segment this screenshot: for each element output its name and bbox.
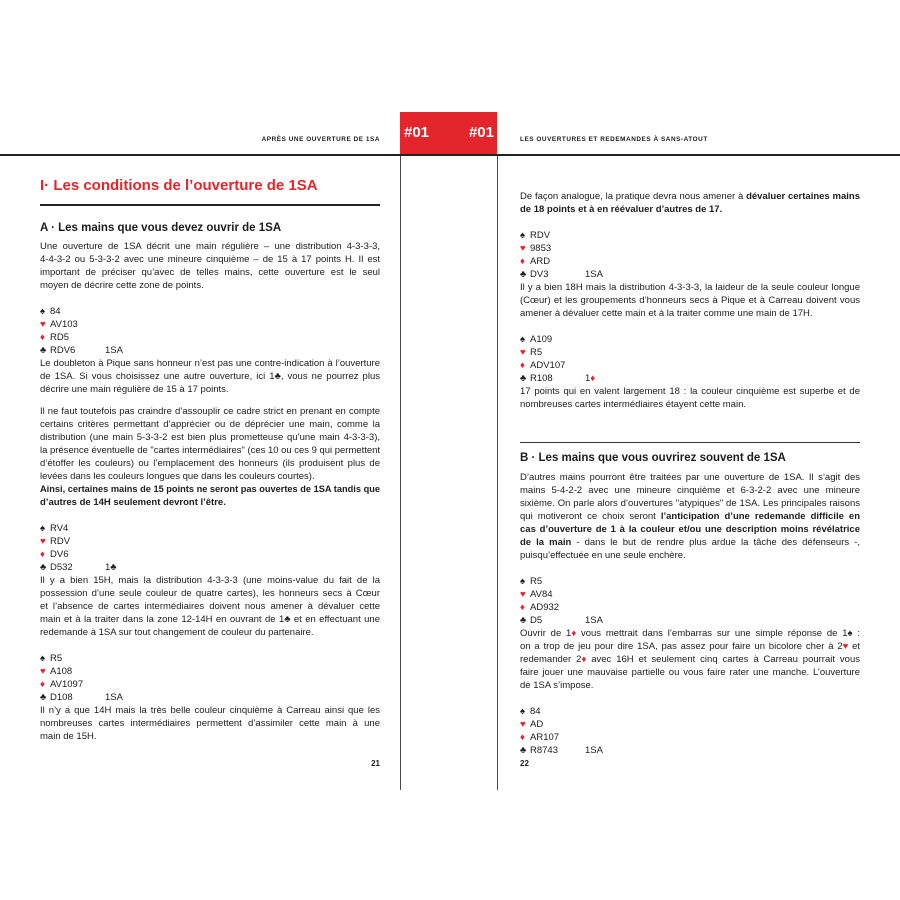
bold-text-run: d’autres de 14H seulement devront l’être. bbox=[40, 497, 226, 508]
opening-bid: 1SA bbox=[585, 615, 603, 626]
clubs-holding: D532 bbox=[50, 562, 73, 573]
hearts-holding: RDV bbox=[50, 536, 71, 547]
opening-bid: 1SA bbox=[585, 269, 603, 280]
hearts-suit-icon: ♥ bbox=[520, 243, 526, 254]
right-running-head: LES OUVERTURES ET REDEMANDES À SANS-ATOUT bbox=[520, 136, 708, 143]
text-line: de 1SA s’impose. bbox=[520, 680, 594, 691]
hand-row-diamonds bbox=[40, 548, 380, 561]
clubs-holding: D5 bbox=[530, 615, 543, 626]
hand-row-hearts bbox=[40, 665, 380, 678]
hand-row-spades bbox=[520, 333, 860, 346]
paragraph bbox=[40, 704, 380, 743]
hand-row-diamonds bbox=[520, 731, 860, 744]
clubs-suit-icon: ♣ bbox=[520, 745, 527, 756]
hand-row-hearts bbox=[40, 535, 380, 548]
hand-row-spades bbox=[40, 652, 380, 665]
red-suit-icon: ♥ bbox=[842, 641, 849, 652]
bridge-hand bbox=[40, 305, 380, 357]
text-line: important de préciser qu’avec de telles mains, cette ouverture est le seul bbox=[40, 267, 380, 278]
text-line: levées dans les couleurs longues que dans les couleurs courtes). bbox=[40, 471, 315, 482]
red-suit-icon: ♦ bbox=[581, 654, 587, 665]
spades-holding: RDV bbox=[530, 230, 551, 241]
paragraph bbox=[40, 405, 380, 509]
text-line: puisqu’effectuée en une seule enchère. bbox=[520, 550, 686, 561]
opening-bid: 1SA bbox=[105, 692, 123, 703]
diamonds-suit-icon: ♦ bbox=[520, 256, 525, 267]
spades-holding: R5 bbox=[530, 576, 543, 587]
bridge-hand bbox=[40, 522, 380, 574]
spades-holding: 84 bbox=[50, 306, 61, 317]
text-line: distribution (une main 5-3-3-2 est bien plus prometteuse qu’une main 4-3-3-3), bbox=[40, 432, 380, 443]
diamonds-holding: AD932 bbox=[530, 602, 560, 613]
hearts-holding: AV103 bbox=[50, 319, 78, 330]
paragraph bbox=[520, 281, 860, 320]
text-line: D’autres mains pourront être traitées par une ouverture de 1SA. Il s’agit des bbox=[520, 472, 860, 483]
spades-suit-icon: ♠ bbox=[40, 653, 46, 664]
text-line: main et à la traiter dans la zone 12-14H en ouvrant de 1♣ et en effectuant une bbox=[40, 614, 380, 625]
hand-row-hearts bbox=[520, 588, 860, 601]
hand-row-spades bbox=[520, 229, 860, 242]
opening-bid: 1♦ bbox=[585, 373, 596, 384]
hearts-holding: 9853 bbox=[530, 243, 552, 254]
clubs-suit-icon: ♣ bbox=[40, 345, 47, 356]
header-rule bbox=[0, 154, 900, 156]
gutter-line-left bbox=[400, 156, 401, 790]
text-line: et l’absence de cartes intermédiaires doivent nous amener à dévaluer cette bbox=[40, 601, 380, 612]
paragraph bbox=[520, 471, 860, 562]
paragraph bbox=[520, 190, 860, 216]
text-line bbox=[520, 190, 860, 203]
hand-row-spades bbox=[40, 522, 380, 535]
text-line: Il y a bien 18H mais la distribution 4-3-3-3, la laideur de la seule couleur longue bbox=[520, 282, 860, 293]
hearts-holding: A108 bbox=[50, 666, 73, 677]
text-line: Il y a bien 15H, mais la distribution 4-3-3-3 (une moins-value du fait de la bbox=[40, 575, 380, 586]
bridge-hand bbox=[40, 652, 380, 704]
clubs-suit-icon: ♣ bbox=[40, 562, 47, 573]
left-page-body bbox=[40, 240, 380, 743]
spades-suit-icon: ♠ bbox=[520, 230, 526, 241]
text-line bbox=[520, 523, 860, 536]
text-line bbox=[520, 536, 860, 549]
hand-row-diamonds bbox=[40, 678, 380, 691]
chapter-tab-right: #01 bbox=[468, 124, 494, 141]
clubs-suit-icon: ♣ bbox=[40, 692, 47, 703]
text-run: De façon analogue, la pratique devra nous amener à bbox=[520, 191, 747, 202]
bold-text-run: Ainsi, certaines mains de 15 points ne seront pas ouvertes de 1SA tandis que bbox=[40, 484, 380, 495]
right-page-body bbox=[520, 471, 860, 757]
clubs-holding: R108 bbox=[530, 373, 553, 384]
diamonds-holding: AV1097 bbox=[50, 679, 84, 690]
spades-suit-icon: ♠ bbox=[40, 523, 46, 534]
diamonds-holding: RD5 bbox=[50, 332, 70, 343]
diamonds-holding: ARD bbox=[530, 256, 551, 267]
hearts-holding: R5 bbox=[530, 347, 543, 358]
text-line bbox=[40, 483, 380, 496]
diamonds-holding: ADV107 bbox=[530, 360, 566, 371]
hand-row-clubs bbox=[520, 372, 860, 385]
spades-holding: A109 bbox=[530, 334, 553, 345]
text-line: la présence éventuelle de "cartes intermédiaires" (ces 10 ou ces 9 qui permettent bbox=[40, 445, 380, 456]
text-line: Il n’y a que 14H mais la très belle couleur cinquième à Carreau ainsi que les bbox=[40, 705, 380, 716]
text-line: certains critères permettant d’apprécier ou de déprécier une main, comme la bbox=[40, 419, 380, 430]
text-line bbox=[520, 510, 860, 523]
chapter-title: I· Les conditions de l’ouverture de 1SA bbox=[40, 177, 318, 194]
clubs-holding: RDV6 bbox=[50, 345, 76, 356]
spades-suit-icon: ♠ bbox=[520, 576, 526, 587]
hearts-suit-icon: ♥ bbox=[520, 589, 526, 600]
bold-text-run: dévaluer certaines mains bbox=[746, 191, 860, 202]
spades-holding: 84 bbox=[530, 706, 541, 717]
hand-row-spades bbox=[520, 705, 860, 718]
bridge-hand bbox=[520, 705, 860, 757]
hearts-holding: AV84 bbox=[530, 589, 553, 600]
hand-row-diamonds bbox=[40, 331, 380, 344]
text-line: amener à dévaluer cette main et à la traiter comme une main de 17H. bbox=[520, 308, 813, 319]
text-line: (Cœur) et les groupements d’honneurs secs à Pique et à Carreau doivent vous bbox=[520, 295, 860, 306]
text-line bbox=[520, 203, 860, 216]
paragraph bbox=[40, 357, 380, 396]
text-line: nombreuses cartes intermédiaires étayent cette main. bbox=[520, 399, 746, 410]
paragraph bbox=[40, 240, 380, 292]
bridge-hand bbox=[520, 575, 860, 627]
bold-text-run: de 18 points et à en réévaluer d’autres de 17. bbox=[520, 204, 723, 215]
paragraph bbox=[520, 627, 860, 692]
hearts-suit-icon: ♥ bbox=[40, 536, 46, 547]
clubs-holding: R8743 bbox=[530, 745, 558, 756]
gutter-line-right bbox=[497, 156, 498, 790]
spades-suit-icon: ♠ bbox=[520, 706, 526, 717]
right-page-intro bbox=[520, 190, 860, 411]
hand-row-diamonds bbox=[520, 601, 860, 614]
opening-bid: 1♣ bbox=[105, 562, 117, 573]
hearts-holding: AD bbox=[530, 719, 544, 730]
section-a-heading: A · Les mains que vous devez ouvrir de 1SA bbox=[40, 204, 380, 235]
diamonds-holding: DV6 bbox=[50, 549, 69, 560]
clubs-suit-icon: ♣ bbox=[520, 269, 527, 280]
diamonds-suit-icon: ♦ bbox=[40, 679, 45, 690]
paragraph bbox=[40, 574, 380, 639]
hand-row-clubs bbox=[520, 614, 860, 627]
clubs-holding: D108 bbox=[50, 692, 73, 703]
text-line: Ouvrir de 1♦ vous mettrait dans l’embarras sur une simple réponse de 1♠ : bbox=[520, 628, 860, 639]
bold-text-run: de la main bbox=[520, 537, 572, 548]
paragraph bbox=[520, 385, 860, 411]
hand-row-clubs bbox=[40, 691, 380, 704]
text-line: de 1SA. Si vous choisissez une autre ouverture, ici 1♣, vous ne pourrez plus bbox=[40, 371, 380, 382]
hand-row-clubs bbox=[520, 268, 860, 281]
clubs-suit-icon: ♣ bbox=[520, 373, 527, 384]
page-number-left: 21 bbox=[371, 759, 380, 768]
text-line: redemander 2♦ avec 16H et seulement cinq cartes à Carreau pourrait vous bbox=[520, 654, 860, 665]
text-run: - dans le but de rendre plus ardue la tâche des défenseurs -, bbox=[571, 537, 860, 548]
text-line: sixième. On parle alors d’ouvertures "atypiques" de 1SA. Les principales raisons bbox=[520, 498, 860, 509]
spades-holding: RV4 bbox=[50, 523, 69, 534]
hand-row-clubs bbox=[40, 344, 380, 357]
chapter-tab-left: #01 bbox=[404, 124, 430, 141]
section-b-heading: B · Les mains que vous ouvrirez souvent de 1SA bbox=[520, 442, 860, 465]
clubs-suit-icon: ♣ bbox=[520, 615, 527, 626]
text-line: 4-4-3-2 ou 5-3-3-2 avec une mineure cinquième – de 15 à 17 points H. Il est bbox=[40, 254, 380, 265]
text-line: main de 15H. bbox=[40, 731, 97, 742]
bridge-hand bbox=[520, 229, 860, 281]
text-line: nombreuses cartes intermédiaires permettent d’assimiler cette main à une bbox=[40, 718, 380, 729]
hand-row-spades bbox=[520, 575, 860, 588]
diamonds-suit-icon: ♦ bbox=[40, 332, 45, 343]
text-line: mains 5-4-2-2 avec une mineure cinquième et 6-3-2-2 avec une mineure bbox=[520, 485, 860, 496]
hand-row-hearts bbox=[520, 346, 860, 359]
opening-bid: 1SA bbox=[585, 745, 603, 756]
text-line: 17 points qui en valent largement 18 : la couleur cinquième est superbe et de bbox=[520, 386, 860, 397]
text-line: d’étoffer les couleurs) ou l’emplacement des honneurs (ils produisent plus de bbox=[40, 458, 380, 469]
clubs-holding: DV3 bbox=[530, 269, 549, 280]
text-line: redemande à 1SA sur tout changement de couleur du partenaire. bbox=[40, 627, 314, 638]
chapter-tab bbox=[400, 112, 497, 155]
bold-text-run: cas d’ouverture de 1 à la couleur et/ou une description moins révélatrice bbox=[520, 524, 860, 535]
opening-bid: 1SA bbox=[105, 345, 123, 356]
hearts-suit-icon: ♥ bbox=[520, 347, 526, 358]
text-line: décrire une main régulière de 15 à 17 points. bbox=[40, 384, 229, 395]
bold-text-run: l’anticipation d’une redemande difficile en bbox=[660, 511, 860, 522]
page-number-right: 22 bbox=[520, 759, 529, 768]
spades-suit-icon: ♠ bbox=[40, 306, 46, 317]
left-running-head: APRÈS UNE OUVERTURE DE 1SA bbox=[261, 136, 380, 143]
text-line: on a trop de jeu pour dire 1SA, pas assez pour faire un bicolore cher à 2♥ et bbox=[520, 641, 860, 652]
diamonds-suit-icon: ♦ bbox=[520, 602, 525, 613]
hand-row-hearts bbox=[520, 242, 860, 255]
red-suit-icon: ♦ bbox=[571, 628, 577, 639]
diamonds-suit-icon: ♦ bbox=[520, 360, 525, 371]
hearts-suit-icon: ♥ bbox=[40, 666, 46, 677]
text-line: faire jouer une mauvaise partielle ou vous faire rater une manche. L’ouverture bbox=[520, 667, 860, 678]
hand-row-hearts bbox=[40, 318, 380, 331]
hearts-suit-icon: ♥ bbox=[40, 319, 46, 330]
spades-holding: R5 bbox=[50, 653, 63, 664]
hand-row-diamonds bbox=[520, 359, 860, 372]
text-run: qui motiveront ce choix seront bbox=[520, 511, 661, 522]
text-line: possession d’une seule couleur de quatre cartes), les honneurs secs à Cœur bbox=[40, 588, 380, 599]
red-suit-icon: ♦ bbox=[590, 373, 596, 384]
hand-row-clubs bbox=[520, 744, 860, 757]
diamonds-holding: AR107 bbox=[530, 732, 560, 743]
diamonds-suit-icon: ♦ bbox=[40, 549, 45, 560]
hearts-suit-icon: ♥ bbox=[520, 719, 526, 730]
spades-suit-icon: ♠ bbox=[520, 334, 526, 345]
text-line: Une ouverture de 1SA décrit une main régulière – une distribution 4-3-3-3, bbox=[40, 241, 380, 252]
diamonds-suit-icon: ♦ bbox=[520, 732, 525, 743]
text-line: Il ne faut toutefois pas craindre d’assouplir ce cadre strict en prenant en compte bbox=[40, 406, 380, 417]
bridge-hand bbox=[520, 333, 860, 385]
hand-row-diamonds bbox=[520, 255, 860, 268]
hand-row-hearts bbox=[520, 718, 860, 731]
text-line: Le doubleton à Pique sans honneur n’est pas une contre-indication à l’ouverture bbox=[40, 358, 380, 369]
hand-row-clubs bbox=[40, 561, 380, 574]
hand-row-spades bbox=[40, 305, 380, 318]
text-line bbox=[40, 496, 380, 509]
text-line: moyen de décrire cette zone de points. bbox=[40, 280, 204, 291]
